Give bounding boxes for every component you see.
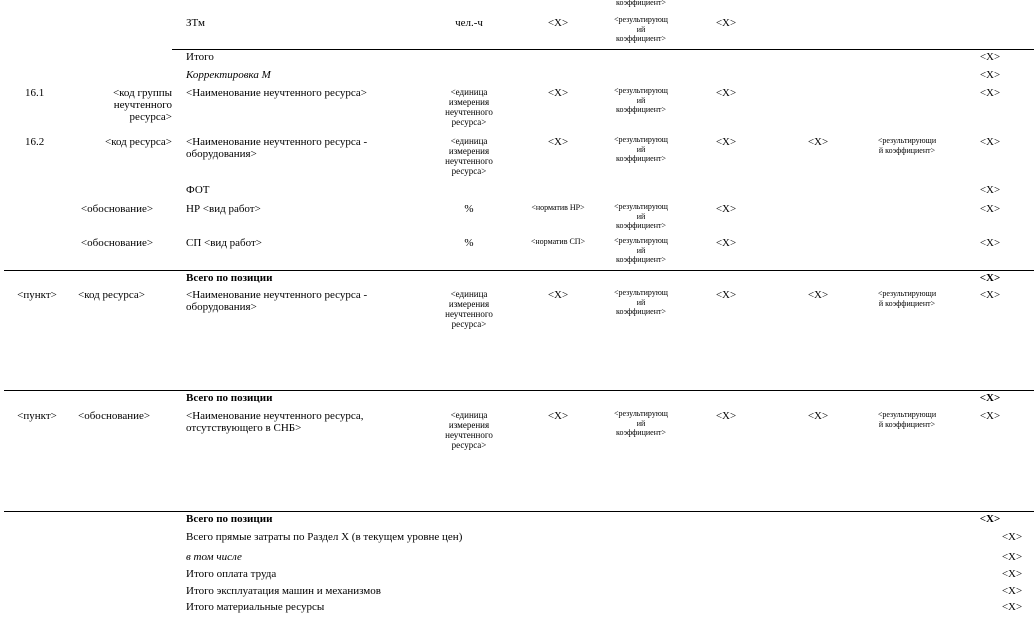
basis-cell: <обоснование> (78, 410, 151, 422)
total-cell: <X> (979, 51, 1001, 63)
coefficient-cell: <результирующ ий коэффициент> (614, 202, 668, 230)
position-total-value: <X> (979, 272, 1001, 284)
unit-cell: % (464, 203, 474, 215)
coefficient-cell: <результирующ ий коэффициент> (614, 135, 668, 163)
value-cell: <X> (547, 410, 569, 422)
value-cell: <X> (547, 136, 569, 148)
basis-cell: <обоснование> (80, 237, 154, 249)
unit-cell: <единица измерения неучтенного ресурса> (445, 87, 493, 127)
coefficient-cell: <результирующ ий коэффициент> (614, 15, 668, 43)
summary-materials: Итого материальные ресурсы (186, 601, 325, 613)
coefficient-cell: <результирующ ий коэффициент> (614, 86, 668, 114)
row-number: 16.1 (25, 87, 45, 99)
unit-cell: % (464, 237, 474, 249)
total-cell: <X> (979, 237, 1001, 249)
row-divider (4, 390, 1034, 391)
summary-value: <X> (1001, 531, 1023, 543)
value-cell: <X> (715, 17, 737, 29)
value-cell: <X> (547, 17, 569, 29)
sp-label: СП <вид работ> (186, 237, 263, 249)
item-cell: <пункт> (17, 289, 57, 301)
value-cell: <X> (547, 289, 569, 301)
fot-label: ФОТ (186, 184, 210, 196)
summary-value: <X> (1001, 585, 1023, 597)
unit-cell: <единица измерения неучтенного ресурса> (445, 136, 493, 176)
total-cell: <X> (979, 203, 1001, 215)
item-cell: <пункт> (17, 410, 57, 422)
name-cell: <Наименование неучтенного ресурса - оборудования> (186, 289, 368, 313)
value-cell: <X> (715, 410, 737, 422)
ztm-label: ЗТм (186, 17, 205, 29)
value-cell: <X> (807, 136, 829, 148)
position-total-value: <X> (979, 513, 1001, 525)
value-cell: <X> (715, 237, 737, 249)
summary-total-direct: Всего прямые затраты по Раздел X (в текущем уровне цен) (186, 531, 463, 543)
summary-value: <X> (1001, 568, 1023, 580)
value-cell: <X> (715, 87, 737, 99)
total-cell: <X> (979, 410, 1001, 422)
value-cell: <X> (807, 410, 829, 422)
total-cell: <X> (979, 184, 1001, 196)
value-cell: <X> (715, 203, 737, 215)
coefficient-cell: <результирующи й коэффициент> (877, 136, 937, 155)
nr-label: НР <вид работ> (186, 203, 261, 215)
summary-labor: Итого оплата труда (186, 568, 277, 580)
value-cell: <X> (547, 87, 569, 99)
norm-cell: <норматив НР> (531, 203, 585, 212)
unit-cell: чел.-ч (455, 17, 483, 29)
total-cell: <X> (979, 289, 1001, 301)
korr-label: Корректировка М (186, 69, 271, 81)
norm-cell: <норматив СП> (530, 237, 586, 246)
position-total-label: Всего по позиции (186, 513, 273, 525)
coefficient-text: коэффициент> (616, 0, 666, 7)
code-cell: <код ресурса> (104, 136, 172, 148)
name-cell: <Наименование неучтенного ресурса> (186, 87, 367, 99)
name-cell: <Наименование неучтенного ресурса, отсутствующего в СНБ> (186, 410, 364, 434)
summary-value: <X> (1001, 551, 1023, 563)
row-divider (4, 270, 1034, 271)
coefficient-cell: <результирующ ий коэффициент> (614, 236, 668, 264)
row-number: 16.2 (25, 136, 45, 148)
name-cell: <Наименование неучтенного ресурса - оборудования> (186, 136, 368, 160)
unit-cell: <единица измерения неучтенного ресурса> (445, 410, 493, 450)
summary-including: в том числе (186, 551, 242, 563)
row-divider (4, 511, 1034, 512)
summary-machines: Итого эксплуатация машин и механизмов (186, 585, 381, 597)
position-total-label: Всего по позиции (186, 392, 273, 404)
code-cell: <код группы неучтенного ресурса> (112, 87, 172, 123)
coefficient-cell: <результирующ ий коэффициент> (614, 409, 668, 437)
itogo-label: Итого (186, 51, 214, 63)
value-cell: <X> (807, 289, 829, 301)
position-total-value: <X> (979, 392, 1001, 404)
coefficient-cell: <результирующ ий коэффициент> (614, 288, 668, 316)
position-total-label: Всего по позиции (186, 272, 273, 284)
unit-cell: <единица измерения неучтенного ресурса> (445, 289, 493, 329)
code-cell: <код ресурса> (78, 289, 146, 301)
summary-value: <X> (1001, 601, 1023, 613)
basis-cell: <обоснование> (80, 203, 154, 215)
total-cell: <X> (979, 136, 1001, 148)
coefficient-cell: <результирующи й коэффициент> (877, 289, 937, 308)
coefficient-cell: <результирующи й коэффициент> (877, 410, 937, 429)
total-cell: <X> (979, 69, 1001, 81)
value-cell: <X> (715, 136, 737, 148)
total-cell: <X> (979, 87, 1001, 99)
value-cell: <X> (715, 289, 737, 301)
row-divider (172, 49, 1034, 50)
